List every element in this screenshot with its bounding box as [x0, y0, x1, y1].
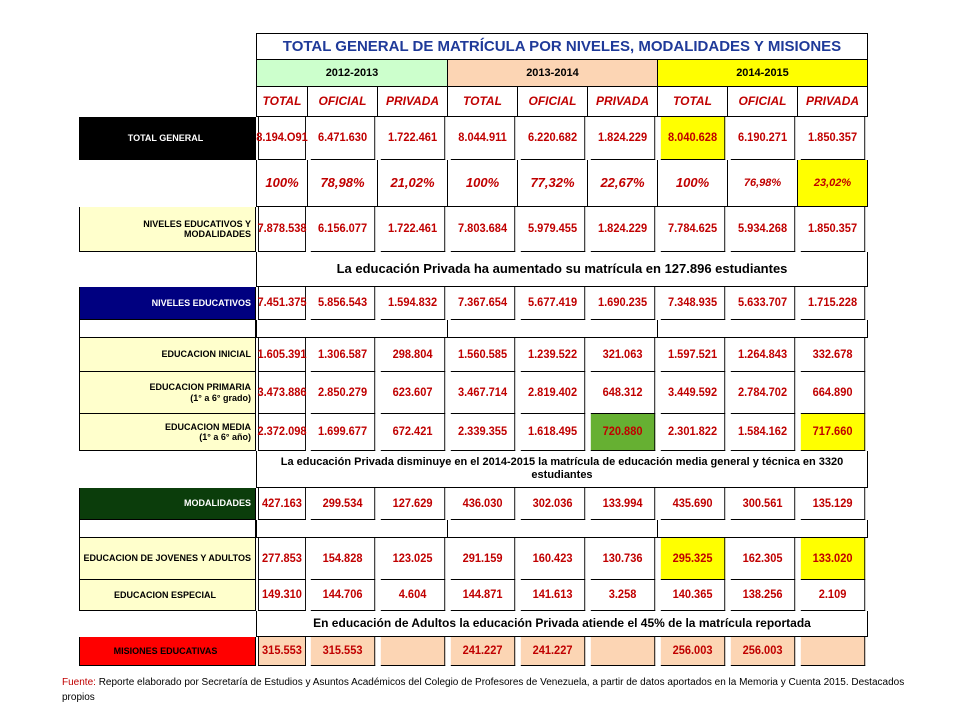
- row-label-text: TOTAL GENERAL: [127, 132, 204, 143]
- value-cell: 6.190.271: [731, 117, 795, 160]
- value-cell: 149.310: [258, 580, 306, 611]
- value-cell: 436.030: [451, 488, 515, 520]
- value-cell: 672.421: [381, 414, 445, 451]
- value-cell: 7.878.538: [258, 207, 306, 252]
- column-header: OFICIAL: [518, 87, 588, 117]
- value-cell: 427.163: [258, 488, 306, 520]
- value-cell: 135.129: [801, 488, 865, 520]
- percent-cell: 76,98%: [728, 160, 798, 207]
- spacer-cell: [448, 520, 658, 538]
- value-cell: 144.706: [311, 580, 375, 611]
- row-label: [79, 372, 256, 414]
- value-cell: 8.194.O91: [258, 117, 306, 160]
- spacer-cell: [448, 320, 658, 338]
- value-cell: 2.339.355: [451, 414, 515, 451]
- value-cell: 3.467.714: [451, 372, 515, 414]
- value-cell: 298.804: [381, 338, 445, 372]
- value-cell: 1.597.521: [661, 338, 725, 372]
- column-header: OFICIAL: [728, 87, 798, 117]
- value-cell: [381, 637, 445, 666]
- value-cell: 140.365: [661, 580, 725, 611]
- value-cell: 1.239.522: [521, 338, 585, 372]
- row-sublabel: (1° a 6° año): [199, 432, 251, 442]
- row-label-text: NIVELES EDUCATIVOS Y MODALIDADES: [143, 218, 251, 239]
- value-cell: 321.063: [591, 338, 655, 372]
- value-cell: 1.850.357: [801, 117, 865, 160]
- row-sublabel: (1° a 6° grado): [190, 392, 251, 403]
- value-cell: 133.020: [801, 538, 865, 580]
- value-cell: 8.040.628: [661, 117, 725, 160]
- value-cell: 2.109: [801, 580, 865, 611]
- value-cell: 1.605.391: [258, 338, 306, 372]
- value-cell: 315.553: [258, 637, 306, 666]
- note-row: La educación Privada disminuye en el 2014-2015 la matrícula de educación media general y técnica en 3320 estudiantes: [256, 451, 868, 488]
- value-cell: 299.534: [311, 488, 375, 520]
- row-label: [79, 488, 256, 520]
- value-cell: 141.613: [521, 580, 585, 611]
- value-cell: 1.584.162: [731, 414, 795, 451]
- value-cell: 2.850.279: [311, 372, 375, 414]
- value-cell: 2.784.702: [731, 372, 795, 414]
- value-cell: 2.301.822: [661, 414, 725, 451]
- value-cell: 3.449.592: [661, 372, 725, 414]
- value-cell: 1.560.585: [451, 338, 515, 372]
- spacer-cell: [256, 520, 448, 538]
- value-cell: [591, 637, 655, 666]
- source-note: [62, 676, 922, 705]
- value-cell: 160.423: [521, 538, 585, 580]
- value-cell: 241.227: [521, 637, 585, 666]
- value-cell: 1.722.461: [381, 207, 445, 252]
- row-label: [79, 538, 256, 580]
- row-label: [79, 580, 256, 611]
- value-cell: 7.451.375: [258, 287, 306, 320]
- row-label: [79, 637, 256, 666]
- percent-cell: 23,02%: [798, 160, 868, 207]
- value-cell: 6.156.077: [311, 207, 375, 252]
- column-header: OFICIAL: [308, 87, 378, 117]
- value-cell: 1.690.235: [591, 287, 655, 320]
- year-header: 2014-2015: [658, 60, 868, 87]
- value-cell: 664.890: [801, 372, 865, 414]
- value-cell: 6.471.630: [311, 117, 375, 160]
- value-cell: 5.633.707: [731, 287, 795, 320]
- percent-cell: 77,32%: [518, 160, 588, 207]
- row-label: [79, 414, 256, 451]
- percent-cell: 100%: [658, 160, 728, 207]
- year-header: 2012-2013: [256, 60, 448, 87]
- value-cell: 162.305: [731, 538, 795, 580]
- value-cell: 154.828: [311, 538, 375, 580]
- percent-cell: 78,98%: [308, 160, 378, 207]
- note-row: La educación Privada ha aumentado su matrícula en 127.896 estudiantes: [256, 252, 868, 287]
- percent-cell: 100%: [448, 160, 518, 207]
- value-cell: 1.264.843: [731, 338, 795, 372]
- value-cell: 315.553: [311, 637, 375, 666]
- value-cell: 138.256: [731, 580, 795, 611]
- value-cell: 300.561: [731, 488, 795, 520]
- value-cell: 3.258: [591, 580, 655, 611]
- note-row: En educación de Adultos la educación Privada atiende el 45% de la matrícula reportada: [256, 611, 868, 637]
- source-text: Reporte elaborado por Secretaría de Estudios y Asuntos Académicos del Colegio de Profesores de Venezuela, a partir de datos aportados en la Memoria y Cuenta 2015. Destacados propios: [62, 677, 905, 703]
- row-label: [79, 207, 256, 252]
- column-header: PRIVADA: [798, 87, 868, 117]
- value-cell: 127.629: [381, 488, 445, 520]
- value-cell: 1.618.495: [521, 414, 585, 451]
- value-cell: 256.003: [661, 637, 725, 666]
- row-label-text: EDUCACION MEDIA: [164, 421, 251, 432]
- value-cell: 6.220.682: [521, 117, 585, 160]
- row-label: [79, 287, 256, 320]
- value-cell: 295.325: [661, 538, 725, 580]
- value-cell: 2.372.098: [258, 414, 306, 451]
- value-cell: 2.819.402: [521, 372, 585, 414]
- value-cell: 720.880: [591, 414, 655, 451]
- value-cell: [801, 637, 865, 666]
- row-label-text: EDUCACION PRIMARIA: [149, 382, 251, 393]
- value-cell: 1.699.677: [311, 414, 375, 451]
- column-header: TOTAL: [448, 87, 518, 117]
- value-cell: 648.312: [591, 372, 655, 414]
- value-cell: 133.994: [591, 488, 655, 520]
- value-cell: 7.803.684: [451, 207, 515, 252]
- value-cell: 5.856.543: [311, 287, 375, 320]
- value-cell: 1.306.587: [311, 338, 375, 372]
- table-title: TOTAL GENERAL DE MATRÍCULA POR NIVELES, MODALIDADES Y MISIONES: [256, 33, 868, 60]
- spacer-cell: [256, 320, 448, 338]
- value-cell: 8.044.911: [451, 117, 515, 160]
- spacer-cell: [658, 520, 868, 538]
- value-cell: 277.853: [258, 538, 306, 580]
- value-cell: 435.690: [661, 488, 725, 520]
- value-cell: 1.594.832: [381, 287, 445, 320]
- row-label: [79, 338, 256, 372]
- spacer-cell: [79, 520, 256, 538]
- value-cell: 1.722.461: [381, 117, 445, 160]
- value-cell: 5.677.419: [521, 287, 585, 320]
- row-label-text: NIVELES EDUCATIVOS: [151, 297, 251, 308]
- value-cell: 241.227: [451, 637, 515, 666]
- row-label-text: MISIONES EDUCATIVAS: [113, 645, 218, 656]
- value-cell: 332.678: [801, 338, 865, 372]
- value-cell: 144.871: [451, 580, 515, 611]
- value-cell: 1.850.357: [801, 207, 865, 252]
- column-header: TOTAL: [256, 87, 308, 117]
- year-header: 2013-2014: [448, 60, 658, 87]
- row-label-text: EDUCACION ESPECIAL: [114, 589, 217, 600]
- value-cell: 302.036: [521, 488, 585, 520]
- source-label: Fuente:: [62, 677, 96, 688]
- row-label: [79, 117, 256, 160]
- row-label-text: MODALIDADES: [184, 498, 251, 509]
- value-cell: 123.025: [381, 538, 445, 580]
- percent-cell: 100%: [256, 160, 308, 207]
- row-label-text: EDUCACION INICIAL: [161, 349, 251, 360]
- value-cell: 717.660: [801, 414, 865, 451]
- percent-cell: 22,67%: [588, 160, 658, 207]
- value-cell: 3.473.886: [258, 372, 306, 414]
- row-label-text: EDUCACION DE JOVENES Y ADULTOS: [83, 553, 251, 564]
- value-cell: 4.604: [381, 580, 445, 611]
- value-cell: 7.348.935: [661, 287, 725, 320]
- value-cell: 1.824.229: [591, 117, 655, 160]
- value-cell: 7.367.654: [451, 287, 515, 320]
- value-cell: 1.824.229: [591, 207, 655, 252]
- value-cell: 5.934.268: [731, 207, 795, 252]
- column-header: TOTAL: [658, 87, 728, 117]
- value-cell: 1.715.228: [801, 287, 865, 320]
- value-cell: 256.003: [731, 637, 795, 666]
- value-cell: 7.784.625: [661, 207, 725, 252]
- value-cell: 623.607: [381, 372, 445, 414]
- value-cell: 130.736: [591, 538, 655, 580]
- value-cell: 291.159: [451, 538, 515, 580]
- percent-cell: 21,02%: [378, 160, 448, 207]
- column-header: PRIVADA: [588, 87, 658, 117]
- spacer-cell: [79, 320, 256, 338]
- spacer-cell: [658, 320, 868, 338]
- column-header: PRIVADA: [378, 87, 448, 117]
- value-cell: 5.979.455: [521, 207, 585, 252]
